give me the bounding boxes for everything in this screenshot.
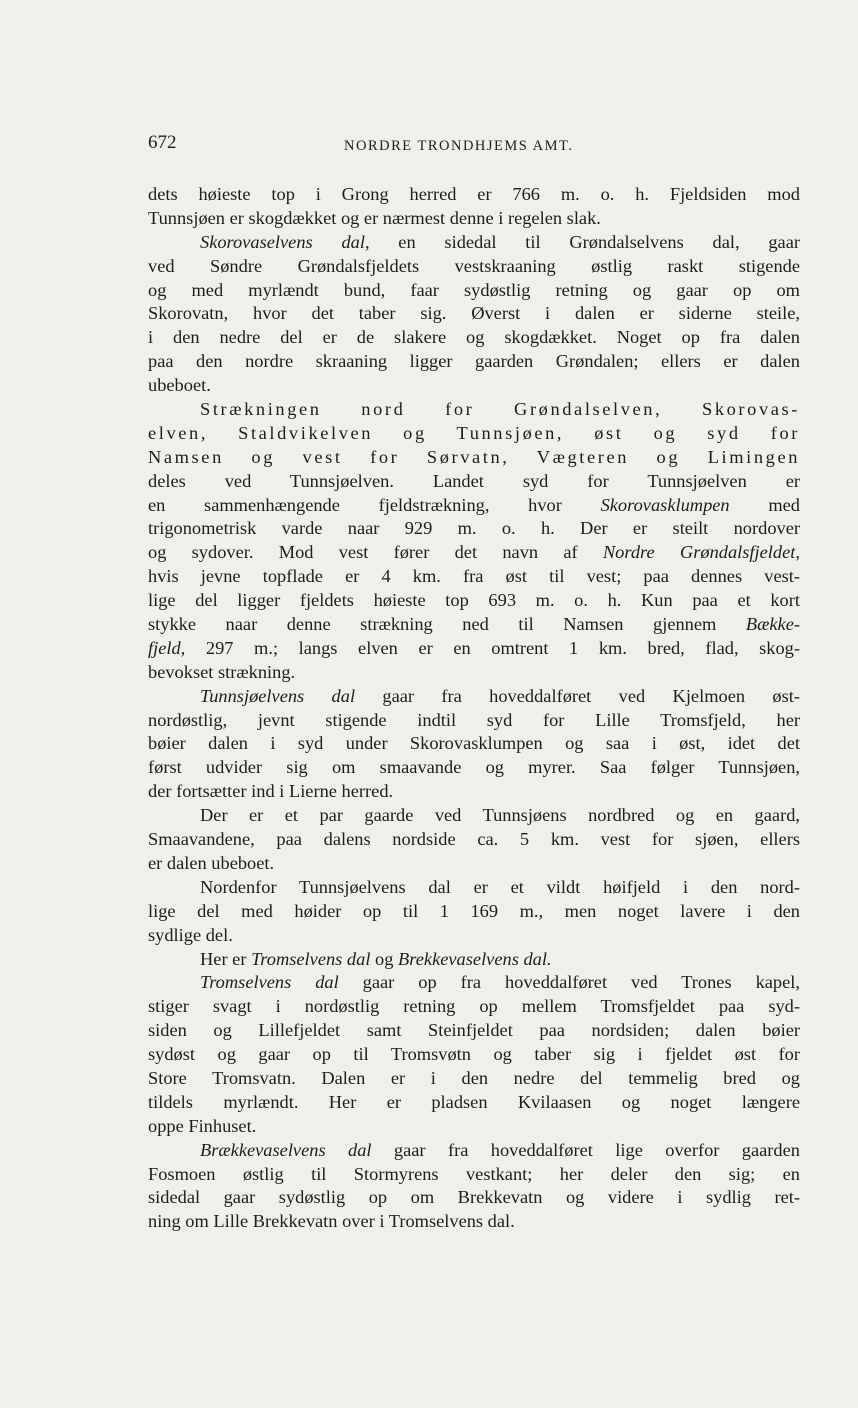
text-line xyxy=(148,924,800,948)
line-text: stiger svagt i nordøstlig retning op mellem Tromsfjeldet paa syd- xyxy=(148,996,800,1017)
italic-term: Bække- xyxy=(745,614,800,635)
text-line xyxy=(148,756,800,780)
text-line xyxy=(148,183,800,207)
line-text: gaar fra hoveddalføret ved Kjelmoen øst- xyxy=(355,685,800,706)
text-line xyxy=(148,350,800,374)
line-text: først udvider sig om smaavande og myrer. Saa følger Tunnsjøen, xyxy=(148,757,800,778)
line-text: i den nedre del er de slakere og skogdækket. Noget op fra dalen xyxy=(148,327,800,348)
line-text: er dalen ubeboet. xyxy=(148,852,275,873)
text-line xyxy=(148,637,800,661)
line-text: der fortsætter ind i Lierne herred. xyxy=(148,781,394,802)
italic-term: Tromselvens dal xyxy=(200,972,339,993)
text-line xyxy=(148,1115,800,1139)
line-text: Smaavandene, paa dalens nordside ca. 5 km. vest for sjøen, ellers xyxy=(148,829,800,850)
italic-term: Brækkevaselvens dal xyxy=(200,1139,372,1160)
line-text: gaar op fra hoveddalføret ved Trones kapel, xyxy=(338,972,800,993)
text-line xyxy=(148,1163,800,1187)
line-text: siden og Lillefjeldet samt Steinfjeldet paa nordsiden; dalen bøier xyxy=(148,1020,800,1041)
text-line xyxy=(148,302,800,326)
text-line xyxy=(148,255,800,279)
line-text: Nordenfor Tunnsjøelvens dal er et vildt høifjeld i den nord- xyxy=(200,876,800,897)
line-text: deles ved Tunnsjøelven. Landet syd for Tunnsjøelven er xyxy=(148,470,800,491)
line-text: en sammenhængende fjeldstrækning, hvor xyxy=(148,494,601,515)
text-line xyxy=(148,948,800,972)
line-text: bøier dalen i syd under Skorovasklumpen og saa i øst, idet det xyxy=(148,733,800,754)
text-line xyxy=(148,231,800,255)
line-text: en sidedal til Grøndalselvens dal, gaar xyxy=(369,231,800,252)
line-text: sydøst og gaar op til Tromsvøtn og taber sig i fjeldet øst for xyxy=(148,1044,800,1065)
text-line xyxy=(148,207,800,231)
line-text: Strækningen nord for Grøndalselven, Skorovas- xyxy=(200,399,800,420)
text-line xyxy=(148,780,800,804)
line-text: og xyxy=(370,948,399,969)
page-header xyxy=(148,132,800,158)
line-text: Tunnsjøen er skogdækket og er nærmest denne i regelen slak. xyxy=(148,207,601,228)
line-text: og sydover. Mod vest fører det navn af xyxy=(148,542,603,563)
text-line xyxy=(148,446,800,470)
line-text: med xyxy=(729,494,800,515)
line-text: hvis jevne topflade er 4 km. fra øst til vest; paa dennes vest- xyxy=(148,566,800,587)
line-text: paa den nordre skraaning ligger gaarden Grøndalen; ellers er dalen xyxy=(148,351,800,372)
text-line xyxy=(148,661,800,685)
page-number: 672 xyxy=(148,132,177,153)
line-text: Skorovatn, hvor det taber sig. Øverst i dalen er siderne steile, xyxy=(148,303,800,324)
italic-term: Brekkevaselvens dal. xyxy=(398,948,552,969)
line-text: ved Søndre Grøndalsfjeldets vestskraaning østlig raskt stigende xyxy=(148,255,800,276)
text-line xyxy=(148,709,800,733)
line-text: ubeboet. xyxy=(148,375,211,396)
line-text: Der er et par gaarde ved Tunnsjøens nordbred og en gaard, xyxy=(200,805,800,826)
line-text: Fosmoen østlig til Stormyrens vestkant; her deler den sig; en xyxy=(148,1163,800,1184)
line-text: gaar fra hoveddalføret lige overfor gaarden xyxy=(371,1139,800,1160)
line-text: 297 m.; langs elven er en omtrent 1 km. bred, flad, skog- xyxy=(185,637,800,658)
text-line xyxy=(148,494,800,518)
text-line xyxy=(148,565,800,589)
line-text: bevokset strækning. xyxy=(148,661,296,682)
italic-term: Skorovaselvens dal, xyxy=(200,231,370,252)
line-text: dets høieste top i Grong herred er 766 m. o. h. Fjeldsiden mod xyxy=(148,184,800,204)
text-line xyxy=(148,279,800,303)
line-text: Namsen og vest for Sørvatn, Vægteren og Limingen xyxy=(148,446,800,467)
text-line xyxy=(148,732,800,756)
italic-term: Nordre Grøndalsfjeldet, xyxy=(602,542,800,563)
text-line xyxy=(148,374,800,398)
italic-term: fjeld, xyxy=(148,637,186,658)
running-head: NORDRE TRONDHJEMS AMT. xyxy=(344,138,574,154)
italic-term: Tunnsjøelvens dal xyxy=(200,685,356,706)
line-text: trigonometrisk varde naar 929 m. o. h. Der er steilt nordover xyxy=(148,518,800,539)
line-text: nordøstlig, jevnt stigende indtil syd for Lille Tromsfjeld, her xyxy=(148,709,800,730)
italic-term: Tromselvens dal xyxy=(251,948,371,969)
line-text: tildels myrlændt. Her er pladsen Kvilaasen og noget længere xyxy=(148,1091,800,1112)
text-line xyxy=(148,1043,800,1067)
text-line xyxy=(148,613,800,637)
line-text: lige del ligger fjeldets høieste top 693 m. o. h. Kun paa et kort xyxy=(148,590,800,611)
text-line xyxy=(148,470,800,494)
text-line xyxy=(148,1091,800,1115)
italic-term: Skorovasklumpen xyxy=(600,494,730,515)
text-line xyxy=(148,1019,800,1043)
text-line xyxy=(148,517,800,541)
line-text: Store Tromsvatn. Dalen er i den nedre del temmelig bred og xyxy=(148,1067,800,1088)
text-line xyxy=(148,1210,800,1234)
text-line xyxy=(148,1139,800,1163)
line-text: og med myrlændt bund, faar sydøstlig retning og gaar op om xyxy=(148,279,800,300)
text-line xyxy=(148,995,800,1019)
line-text: oppe Finhuset. xyxy=(148,1115,257,1136)
line-text: sidedal gaar sydøstlig op om Brekkevatn og videre i sydlig ret- xyxy=(148,1187,800,1208)
line-text: lige del med høider op til 1 169 m., men noget lavere i den xyxy=(148,900,800,921)
text-line xyxy=(148,804,800,828)
text-line xyxy=(148,1067,800,1091)
text-line xyxy=(148,828,800,852)
line-text: stykke naar denne strækning ned til Namsen gjennem xyxy=(148,614,746,635)
text-line xyxy=(148,876,800,900)
text-line xyxy=(148,398,800,422)
line-text: ning om Lille Brekkevatn over i Tromselvens dal. xyxy=(148,1211,515,1232)
line-text: sydlige del. xyxy=(148,924,233,945)
text-line xyxy=(148,685,800,709)
text-line xyxy=(148,422,800,446)
line-text: Her er xyxy=(200,948,252,969)
text-line xyxy=(148,541,800,565)
text-line xyxy=(148,1186,800,1210)
line-text: elven, Staldvikelven og Tunnsjøen, øst og syd for xyxy=(148,422,800,443)
body-text xyxy=(148,183,800,1234)
text-line xyxy=(148,900,800,924)
text-line xyxy=(148,971,800,995)
text-line xyxy=(148,852,800,876)
text-line xyxy=(148,589,800,613)
text-line xyxy=(148,326,800,350)
